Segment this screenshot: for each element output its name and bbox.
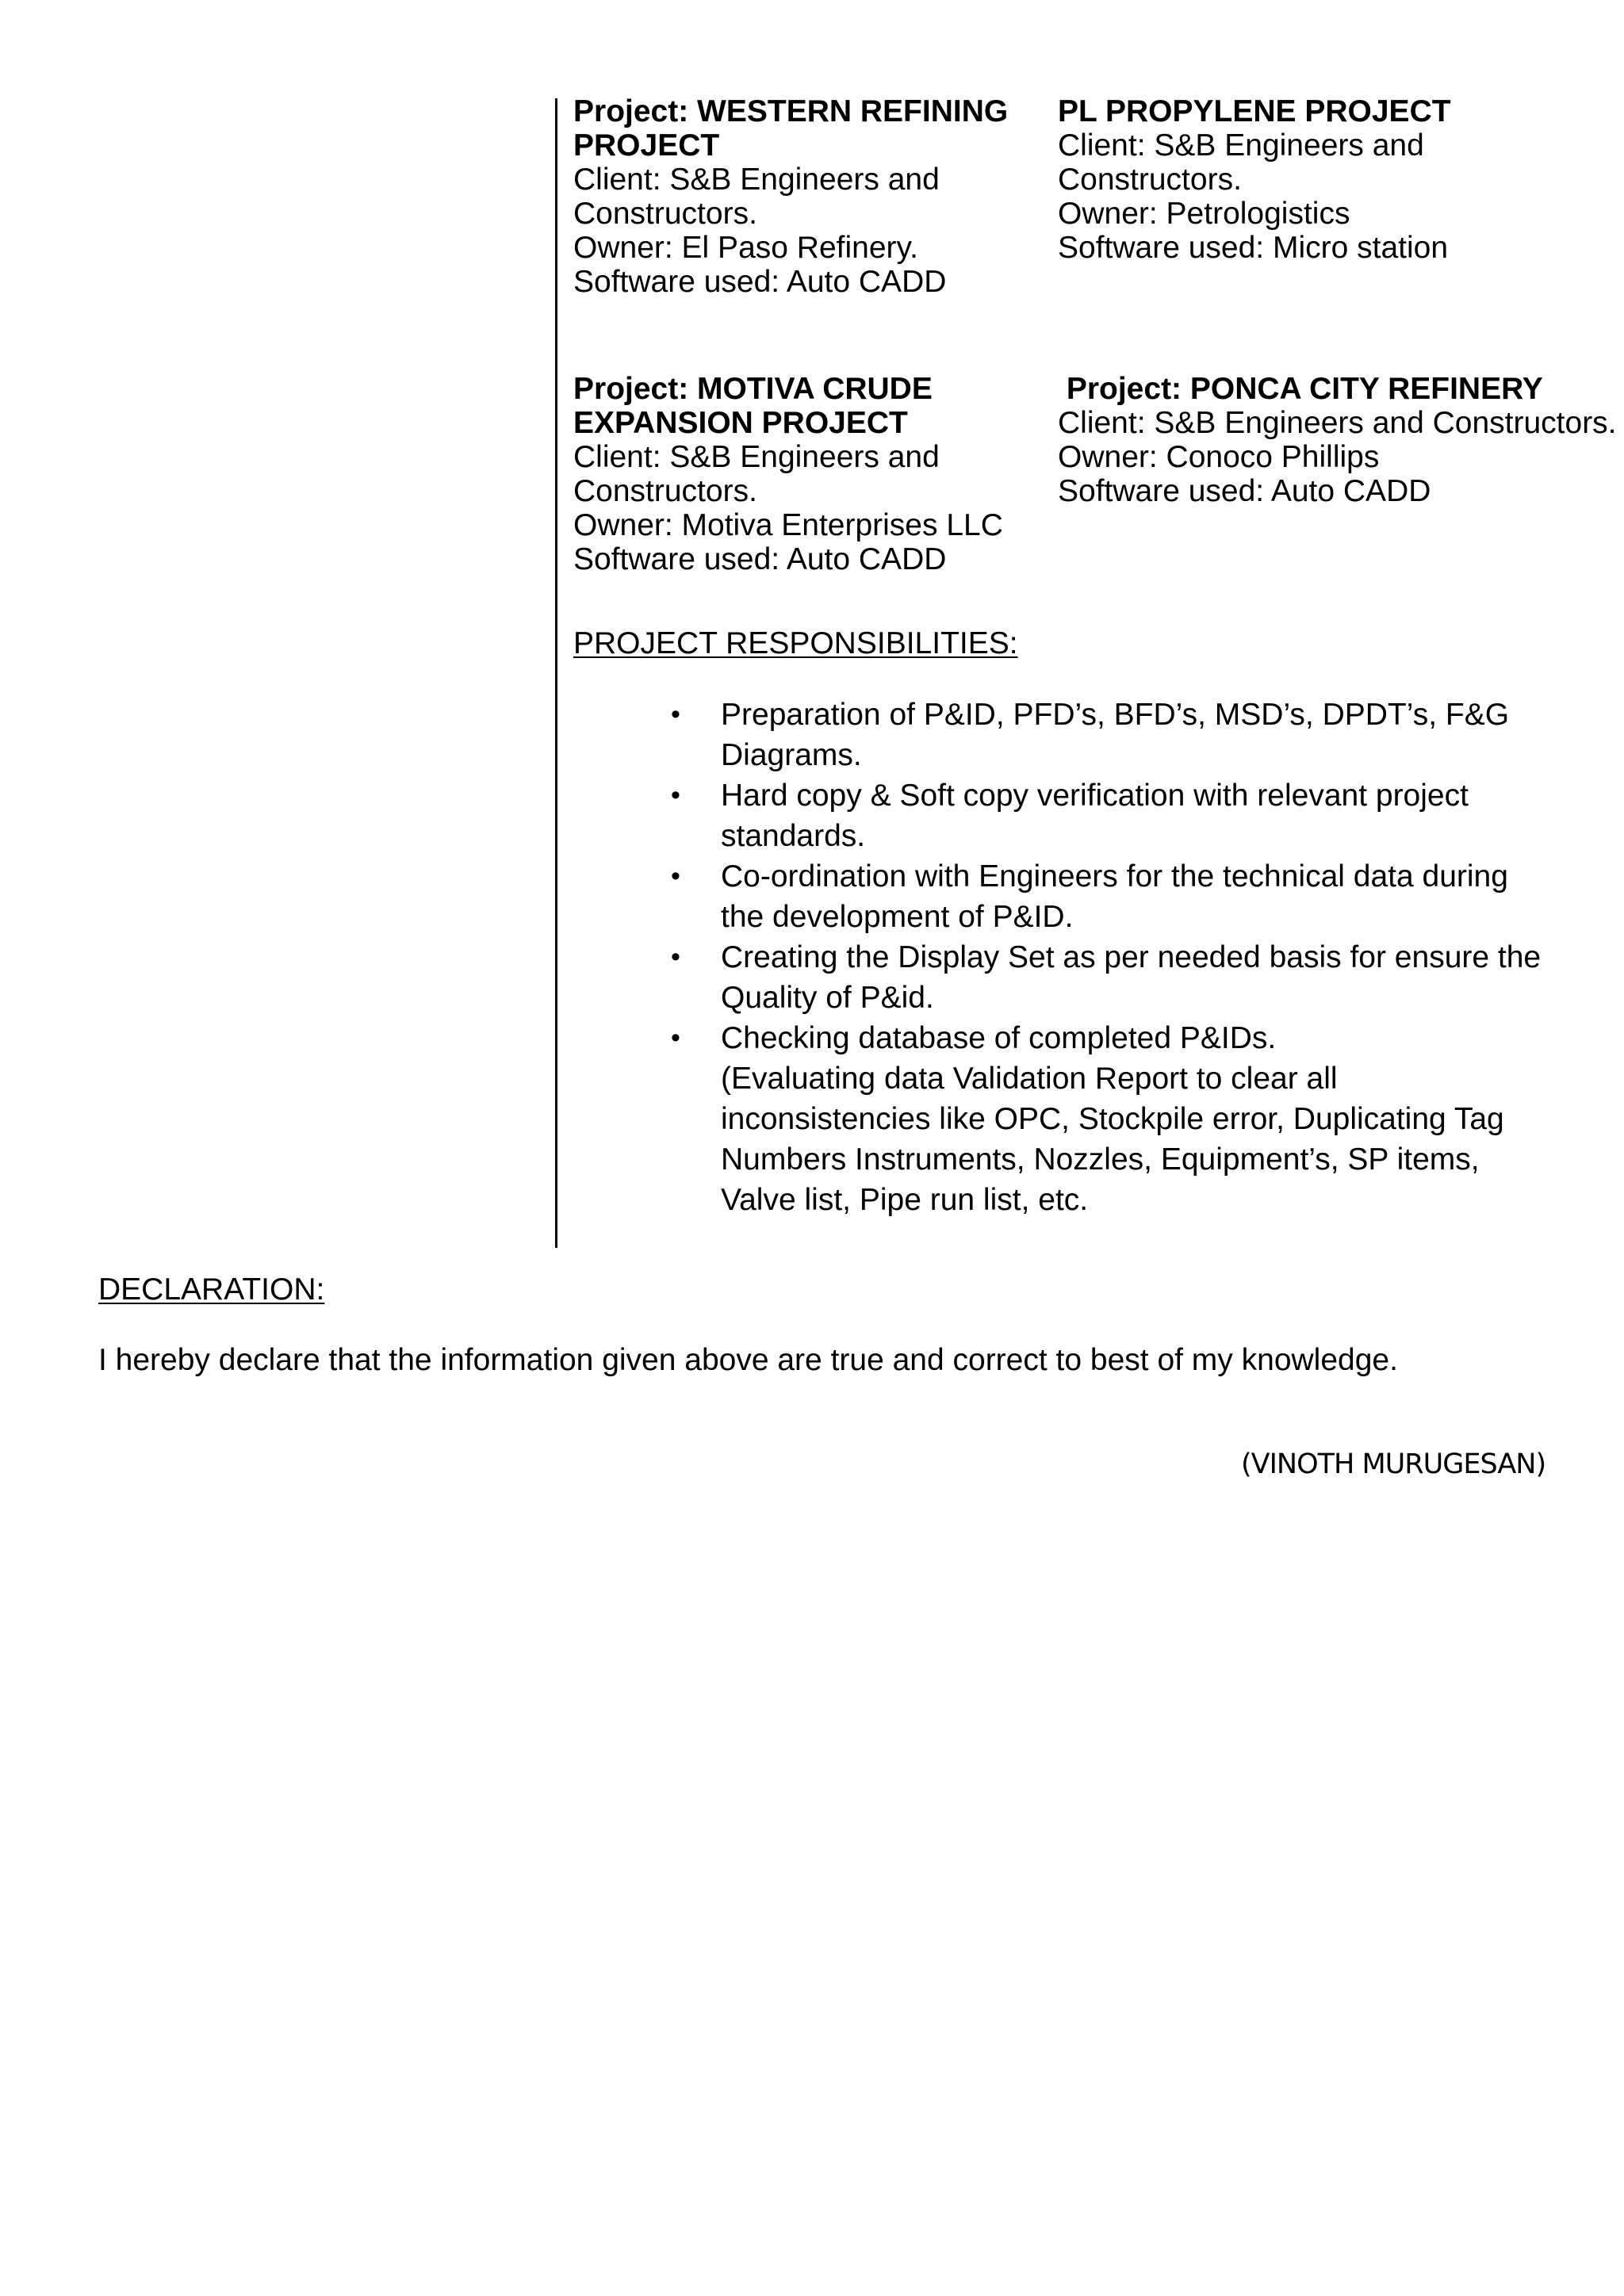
list-item-line: inconsistencies like OPC, Stockpile error, Duplicating Tag [721, 1102, 1504, 1136]
list-item-line: the development of P&ID. [721, 900, 1074, 934]
project-pl-propylene [1058, 94, 1451, 265]
project-detail-line: Constructors. [1058, 163, 1242, 197]
list-item-line: Diagrams. [721, 738, 862, 772]
project-detail-line: Constructors. [573, 197, 757, 231]
bullet-icon: • [671, 861, 680, 891]
project-title-line: Project: PONCA CITY REFINERY [1058, 372, 1543, 406]
project-motiva-crude [573, 372, 1003, 576]
list-item-line: Quality of P&id. [721, 981, 934, 1015]
list-item-line: Valve list, Pipe run list, etc. [721, 1183, 1089, 1217]
project-title-line: Project: WESTERN REFINING [573, 94, 1009, 128]
project-title-line: EXPANSION PROJECT [573, 406, 908, 440]
list-item-line: Checking database of completed P&IDs. [721, 1021, 1277, 1055]
project-detail-line: Owner: Petrologistics [1058, 197, 1350, 231]
list-item [671, 856, 1609, 937]
vertical-divider [555, 98, 557, 1248]
list-item-line: Preparation of P&ID, PFD’s, BFD’s, MSD’s, DPDT’s, F&G [721, 698, 1510, 732]
list-item-line: (Evaluating data Validation Report to clear all [721, 1062, 1338, 1096]
responsibilities-list [671, 695, 1609, 1220]
bullet-icon: • [671, 1023, 680, 1053]
project-detail-line: Software used: Micro station [1058, 231, 1449, 265]
project-detail-line: Constructors. [573, 474, 757, 508]
project-western-refining [573, 94, 1008, 299]
project-detail-line: Client: S&B Engineers and [573, 440, 940, 474]
project-ponca-city-refinery [1058, 372, 1617, 508]
list-item-line: Numbers Instruments, Nozzles, Equipment’s, SP items, [721, 1142, 1480, 1177]
list-item [671, 1018, 1609, 1220]
responsibilities-heading: PROJECT RESPONSIBILITIES: [573, 626, 1018, 660]
list-item [671, 695, 1609, 775]
project-detail-line: Client: S&B Engineers and [1058, 128, 1424, 163]
project-detail-line: Client: S&B Engineers and Constructors. [1058, 406, 1617, 440]
project-title-line: PL PROPYLENE PROJECT [1058, 94, 1451, 128]
declaration-text: I hereby declare that the information given above are true and correct to best of my knowledge. [98, 1343, 1398, 1377]
project-detail-line: Software used: Auto CADD [573, 542, 947, 576]
project-detail-line: Owner: El Paso Refinery. [573, 231, 918, 265]
list-item-line: Co-ordination with Engineers for the technical data during [721, 859, 1508, 894]
bullet-icon: • [671, 942, 680, 972]
project-detail-line: Software used: Auto CADD [573, 265, 947, 299]
project-detail-line: Client: S&B Engineers and [573, 163, 940, 197]
signature-name: (VINOTH MURUGESAN) [1241, 1448, 1546, 1480]
list-item-line: Hard copy & Soft copy verification with relevant project [721, 779, 1469, 813]
project-detail-line: Owner: Motiva Enterprises LLC [573, 508, 1003, 542]
bullet-icon: • [671, 780, 680, 810]
list-item [671, 937, 1609, 1018]
project-detail-line: Owner: Conoco Phillips [1058, 440, 1380, 474]
project-detail-line: Software used: Auto CADD [1058, 474, 1431, 508]
list-item-line: Creating the Display Set as per needed basis for ensure the [721, 940, 1542, 974]
list-item-line: standards. [721, 819, 866, 853]
bullet-icon: • [671, 699, 680, 729]
list-item [671, 775, 1609, 856]
project-title-line: Project: MOTIVA CRUDE [573, 372, 933, 406]
declaration-heading: DECLARATION: [98, 1272, 325, 1307]
project-title-line: PROJECT [573, 128, 720, 163]
